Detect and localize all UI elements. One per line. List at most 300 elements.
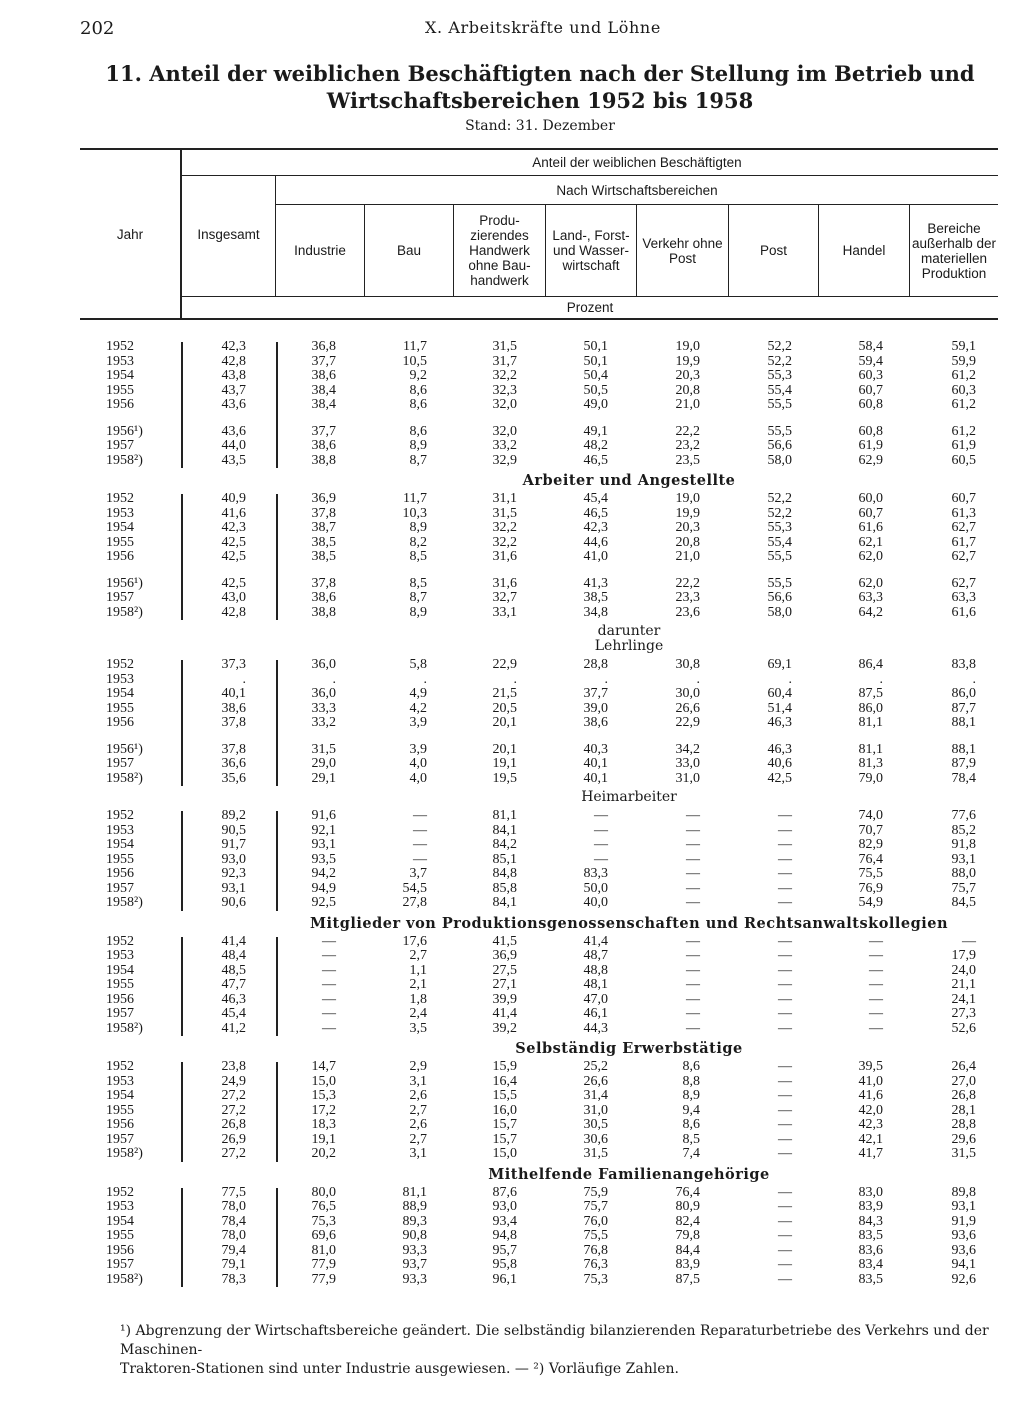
value-cell: 61,9 (951, 438, 976, 453)
table-row (80, 1215, 998, 1229)
value-cell: 15,5 (492, 1088, 517, 1103)
value-cell: 48,4 (221, 948, 246, 963)
value-cell: 33,3 (311, 700, 336, 716)
value-cell: 46,5 (583, 452, 608, 468)
value-cell: 41,0 (858, 1073, 883, 1089)
value-cell: 5,8 (409, 657, 427, 672)
value-cell: 62,7 (951, 520, 976, 535)
value-cell: — (686, 977, 700, 992)
table-row (80, 1133, 998, 1147)
value-cell: — (322, 1006, 336, 1021)
col-header-handel: Handel (842, 243, 886, 258)
table-row (80, 658, 998, 672)
value-cell: 3,9 (409, 741, 427, 757)
value-cell: 31,0 (675, 770, 700, 786)
value-cell: 32,0 (492, 397, 517, 412)
value-cell: 7,4 (682, 1146, 700, 1161)
table-row (80, 896, 998, 910)
year-cell: 1956 (106, 397, 134, 412)
value-cell: 38,6 (221, 700, 246, 716)
value-cell: 62,1 (858, 534, 883, 550)
year-cell: 1957 (106, 1006, 134, 1021)
value-cell: 86,4 (858, 657, 883, 672)
value-cell: 28,1 (951, 1102, 976, 1118)
table-row (80, 1273, 998, 1287)
value-cell: 8,9 (409, 438, 427, 453)
value-cell: 90,5 (221, 822, 246, 838)
value-cell: 76,3 (583, 1257, 608, 1272)
section-title: Arbeiter und Angestellte (522, 472, 736, 489)
value-cell: 4,0 (409, 770, 427, 786)
value-cell: — (778, 1131, 792, 1147)
value-cell: 41,3 (583, 575, 608, 591)
footnotes (120, 1322, 1000, 1379)
value-cell: — (869, 991, 883, 1007)
value-cell: 36,8 (311, 339, 336, 354)
value-cell: 76,0 (583, 1213, 608, 1229)
value-cell: 22,2 (675, 423, 700, 439)
value-cell: 76,8 (583, 1242, 608, 1258)
value-cell: — (778, 1102, 792, 1118)
value-cell: 77,5 (221, 1184, 246, 1200)
value-cell: 19,0 (675, 491, 700, 506)
value-cell: 36,9 (492, 948, 517, 963)
value-cell: 60,7 (951, 491, 976, 506)
value-cell: 58,0 (767, 452, 792, 468)
value-cell: 37,7 (311, 353, 336, 369)
value-cell: — (778, 1228, 792, 1243)
value-cell: 51,4 (767, 700, 792, 716)
table-row (80, 1075, 998, 1089)
value-cell: 22,9 (492, 657, 517, 672)
year-cell: 1957 (106, 1131, 134, 1147)
value-cell: 78,4 (951, 770, 976, 786)
value-cell: 76,4 (858, 851, 883, 867)
value-cell: 43,5 (221, 452, 246, 468)
value-cell: 77,6 (951, 808, 976, 823)
value-cell: 32,3 (492, 382, 517, 398)
value-cell: 15,7 (492, 1131, 517, 1147)
value-cell: 54,5 (402, 880, 427, 896)
value-cell: 42,3 (583, 520, 608, 535)
value-cell: 78,0 (221, 1228, 246, 1243)
value-cell: 92,3 (221, 866, 246, 881)
col-header-insgesamt: Insgesamt (197, 226, 260, 242)
value-cell: 39,0 (583, 700, 608, 716)
value-cell: 84,2 (492, 837, 517, 852)
value-cell: — (869, 1006, 883, 1021)
value-cell: — (778, 837, 792, 852)
value-cell: 39,9 (492, 991, 517, 1007)
value-cell: 55,5 (767, 549, 792, 564)
value-cell: 31,6 (492, 549, 517, 564)
value-cell: 81,1 (858, 741, 883, 757)
col-header-bereiche-ausserhalb: Bereiche außerhalb der materiellen Produktion (911, 220, 997, 281)
value-cell: — (594, 822, 608, 838)
value-cell: 34,2 (675, 741, 700, 757)
value-cell: 62,0 (858, 549, 883, 564)
value-cell: 33,0 (675, 756, 700, 771)
value-cell: 19,9 (675, 505, 700, 521)
value-cell: 83,4 (858, 1257, 883, 1272)
value-cell: 79,4 (221, 1242, 246, 1258)
year-cell: 1954 (106, 686, 134, 701)
running-header (80, 18, 920, 40)
value-cell: 3,5 (409, 1020, 427, 1036)
value-cell: 8,5 (409, 549, 427, 564)
value-cell: 28,8 (583, 657, 608, 672)
col-header-handwerk: Produ- zierendes Handwerk ohne Bau- handwerk (468, 213, 531, 288)
value-cell: 62,0 (858, 575, 883, 591)
year-cell: 1956 (106, 1242, 134, 1258)
value-cell: 62,7 (951, 549, 976, 564)
table-row (80, 949, 998, 963)
value-cell: 2,1 (409, 977, 427, 992)
value-cell: 42,5 (767, 770, 792, 786)
year-cell: 1952 (106, 491, 134, 506)
value-cell: 83,5 (858, 1228, 883, 1243)
value-cell: 26,8 (221, 1117, 246, 1132)
year-cell: 1953 (106, 1073, 134, 1089)
value-cell: 8,6 (682, 1117, 700, 1132)
value-cell: 37,7 (583, 686, 608, 701)
value-cell: 33,2 (492, 438, 517, 453)
value-cell: 61,2 (951, 397, 976, 412)
year-cell: 1953 (106, 948, 134, 963)
value-cell: 76,9 (858, 880, 883, 896)
value-cell: 94,1 (951, 1257, 976, 1272)
value-cell: 1,1 (409, 962, 427, 978)
value-cell: 30,0 (675, 686, 700, 701)
value-cell: 52,2 (767, 505, 792, 521)
table-row (80, 1022, 998, 1036)
value-cell: 8,7 (409, 452, 427, 468)
table-row (80, 1244, 998, 1258)
column-separator (276, 494, 278, 620)
section-title: Mitglieder von Produktionsgenossenschaften und Rechtsanwaltskollegien (309, 914, 949, 932)
year-cell: 1954 (106, 1088, 134, 1103)
value-cell: 75,5 (583, 1228, 608, 1243)
col-header-verkehr: Verkehr ohne Post (642, 235, 723, 266)
value-cell: 15,7 (492, 1117, 517, 1132)
value-cell: 61,7 (951, 534, 976, 550)
value-cell: 20,5 (492, 700, 517, 716)
title-line-1: 11. Anteil der weiblichen Beschäftigten nach der Stellung im Betrieb und (105, 61, 975, 86)
value-cell: 44,0 (221, 438, 246, 453)
value-cell: 76,5 (311, 1199, 336, 1214)
value-cell: 80,0 (311, 1184, 336, 1200)
value-cell: 80,9 (675, 1199, 700, 1214)
column-separator (181, 660, 183, 786)
year-cell: 1956¹) (106, 741, 143, 757)
table-row (80, 882, 998, 896)
year-cell: 1953 (106, 822, 134, 838)
value-cell: — (778, 1257, 792, 1272)
value-cell: 10,5 (402, 353, 427, 369)
year-cell: 1954 (106, 1213, 134, 1229)
value-cell: 89,8 (951, 1184, 976, 1200)
table-row (80, 1258, 998, 1272)
value-cell: 42,8 (221, 353, 246, 369)
value-cell: 11,7 (403, 491, 427, 506)
value-cell: 61,3 (951, 505, 976, 521)
value-cell: 26,4 (951, 1059, 976, 1074)
value-cell: 60,7 (858, 382, 883, 398)
value-cell: — (686, 837, 700, 852)
value-cell: 4,0 (409, 756, 427, 771)
value-cell: 37,8 (221, 741, 246, 757)
column-separator (276, 1062, 278, 1162)
value-cell: 93,6 (951, 1228, 976, 1243)
value-cell: 41,2 (221, 1020, 246, 1036)
value-cell: 22,9 (675, 715, 700, 730)
value-cell: 52,2 (767, 491, 792, 506)
table-row (80, 743, 998, 757)
value-cell: 79,8 (675, 1228, 700, 1243)
value-cell: 48,8 (583, 962, 608, 978)
year-cell: 1952 (106, 339, 134, 354)
value-cell: — (778, 1184, 792, 1200)
year-cell: 1958²) (106, 1146, 143, 1161)
value-cell: 31,5 (583, 1146, 608, 1161)
table-row (80, 606, 998, 620)
year-cell: 1955 (106, 382, 134, 398)
value-cell: 17,2 (311, 1102, 336, 1118)
value-cell: — (778, 895, 792, 910)
col-header-post: Post (759, 243, 787, 258)
col-header-jahr: Jahr (116, 226, 144, 242)
table-row (80, 1104, 998, 1118)
value-cell: 93,5 (311, 851, 336, 867)
value-cell: 40,9 (221, 491, 246, 506)
value-cell: — (778, 991, 792, 1007)
value-cell: 84,1 (492, 895, 517, 910)
value-cell: 46,5 (583, 505, 608, 521)
value-cell: 42,1 (858, 1131, 883, 1147)
value-cell: 77,9 (311, 1257, 336, 1272)
value-cell: — (686, 808, 700, 823)
value-cell: 52,6 (951, 1020, 976, 1036)
value-cell: 64,2 (858, 604, 883, 620)
footnote-2: Traktoren-Stationen sind unter Industrie ausgewiesen. — ²) Vorläufige Zahlen. (120, 1361, 679, 1377)
value-cell: 55,5 (767, 397, 792, 412)
value-cell: 79,1 (221, 1257, 246, 1272)
value-cell: 33,1 (492, 604, 517, 620)
value-cell: 87,7 (951, 700, 976, 716)
value-cell: 30,6 (583, 1131, 608, 1147)
table-row (80, 702, 998, 716)
header-anteil: Anteil der weiblichen Beschäftigten (532, 155, 742, 170)
value-cell: 23,8 (221, 1059, 246, 1074)
value-cell: . (879, 671, 883, 687)
value-cell: — (962, 933, 976, 949)
value-cell: 18,3 (311, 1117, 336, 1132)
value-cell: 34,8 (583, 604, 608, 620)
value-cell: 15,0 (492, 1146, 517, 1161)
value-cell: 38,5 (311, 549, 336, 564)
value-cell: 85,2 (951, 822, 976, 838)
column-separator (181, 342, 183, 468)
header-nach-wirtschaftsbereichen: Nach Wirtschaftsbereichen (556, 182, 718, 198)
value-cell: 76,4 (675, 1184, 700, 1200)
value-cell: 19,0 (675, 339, 700, 354)
value-cell: 21,1 (951, 977, 976, 992)
value-cell: 30,8 (675, 657, 700, 672)
value-cell: 55,4 (767, 382, 792, 398)
column-separator (181, 1188, 183, 1288)
table-row (80, 1200, 998, 1214)
value-cell: 46,3 (767, 741, 792, 757)
value-cell: 2,7 (409, 1102, 427, 1118)
value-cell: 8,5 (682, 1131, 700, 1147)
value-cell: 75,7 (583, 1199, 608, 1214)
value-cell: 59,9 (951, 353, 976, 369)
value-cell: 87,6 (492, 1184, 517, 1200)
value-cell: 38,4 (311, 397, 336, 412)
value-cell: 27,1 (492, 977, 517, 992)
value-cell: 40,6 (767, 756, 792, 771)
value-cell: 92,5 (311, 895, 336, 910)
value-cell: 16,4 (492, 1073, 517, 1089)
value-cell: — (413, 837, 427, 852)
value-cell: 37,7 (311, 423, 336, 439)
value-cell: 14,7 (311, 1059, 336, 1074)
value-cell: 78,3 (221, 1271, 246, 1287)
value-cell: 83,6 (858, 1242, 883, 1258)
value-cell: 20,2 (311, 1146, 336, 1161)
value-cell: — (778, 822, 792, 838)
table-row (80, 454, 998, 468)
value-cell: 39,2 (492, 1020, 517, 1036)
year-cell: 1958²) (106, 1271, 143, 1287)
value-cell: 61,2 (951, 368, 976, 383)
value-cell: — (778, 1088, 792, 1103)
value-cell: 83,0 (858, 1184, 883, 1200)
value-cell: 95,7 (492, 1242, 517, 1258)
value-cell: 2,6 (409, 1088, 427, 1103)
table-row (80, 398, 998, 412)
table-row (80, 1147, 998, 1161)
value-cell: 37,8 (221, 715, 246, 730)
value-cell: 70,7 (858, 822, 883, 838)
value-cell: — (686, 851, 700, 867)
value-cell: — (686, 895, 700, 910)
table-row (80, 355, 998, 369)
value-cell: 22,2 (675, 575, 700, 591)
value-cell: 40,3 (583, 741, 608, 757)
value-cell: 31,0 (583, 1102, 608, 1118)
year-cell: 1954 (106, 962, 134, 978)
value-cell: 83,8 (951, 657, 976, 672)
value-cell: 45,4 (221, 1006, 246, 1021)
year-cell: 1955 (106, 1228, 134, 1243)
value-cell: 87,5 (858, 686, 883, 701)
value-cell: 19,9 (675, 353, 700, 369)
value-cell: 38,8 (311, 452, 336, 468)
value-cell: 30,5 (583, 1117, 608, 1132)
chapter-title: X. Arbeitskräfte und Löhne (425, 18, 661, 37)
value-cell: 28,8 (951, 1117, 976, 1132)
year-cell: 1957 (106, 438, 134, 453)
value-cell: 31,5 (951, 1146, 976, 1161)
value-cell: 24,0 (951, 962, 976, 978)
value-cell: 36,0 (311, 686, 336, 701)
section-title: Selbständig Erwerbstätige (515, 1040, 743, 1057)
value-cell: 83,3 (583, 866, 608, 881)
year-cell: 1952 (106, 808, 134, 823)
year-cell: 1954 (106, 837, 134, 852)
value-cell: 88,0 (951, 866, 976, 881)
value-cell: — (778, 1006, 792, 1021)
value-cell: 41,4 (492, 1006, 517, 1021)
value-cell: 48,2 (583, 438, 608, 453)
value-cell: 78,4 (221, 1213, 246, 1229)
value-cell: 75,3 (311, 1213, 336, 1229)
table-header (80, 148, 998, 320)
value-cell: — (778, 962, 792, 978)
value-cell: 31,7 (492, 353, 517, 369)
value-cell: 31,6 (492, 575, 517, 591)
value-cell: 8,9 (409, 520, 427, 535)
value-cell: — (778, 1073, 792, 1089)
value-cell: 75,3 (583, 1271, 608, 1287)
year-cell: 1957 (106, 590, 134, 605)
value-cell: 93,1 (311, 837, 336, 852)
value-cell: 32,2 (492, 368, 517, 383)
year-cell: 1958²) (106, 452, 143, 468)
column-separator (181, 1062, 183, 1162)
value-cell: 3,1 (409, 1146, 427, 1161)
value-cell: — (869, 977, 883, 992)
year-cell: 1954 (106, 368, 134, 383)
value-cell: 10,3 (402, 505, 427, 521)
value-cell: — (413, 808, 427, 823)
value-cell: 38,6 (583, 715, 608, 730)
value-cell: — (594, 808, 608, 823)
year-cell: 1955 (106, 851, 134, 867)
value-cell: 90,8 (402, 1228, 427, 1243)
value-cell: 81,1 (492, 808, 517, 823)
value-cell: 20,1 (492, 715, 517, 730)
value-cell: 9,2 (409, 368, 427, 383)
year-cell: 1958²) (106, 1020, 143, 1036)
value-cell: 81,1 (858, 715, 883, 730)
value-cell: 50,1 (583, 339, 608, 354)
year-cell: 1956 (106, 715, 134, 730)
value-cell: 86,0 (951, 686, 976, 701)
table-row (80, 1186, 998, 1200)
value-cell: 95,8 (492, 1257, 517, 1272)
value-cell: — (869, 962, 883, 978)
value-cell: 42,8 (221, 604, 246, 620)
value-cell: . (604, 671, 608, 687)
year-cell: 1953 (106, 671, 134, 687)
value-cell: 83,9 (858, 1199, 883, 1214)
value-cell: 20,3 (675, 520, 700, 535)
value-cell: — (778, 1271, 792, 1287)
value-cell: 32,9 (492, 452, 517, 468)
value-cell: 3,9 (409, 715, 427, 730)
value-cell: 89,3 (402, 1213, 427, 1229)
value-cell: 58,4 (858, 339, 883, 354)
value-cell: 20,1 (492, 741, 517, 757)
value-cell: 83,5 (858, 1271, 883, 1287)
value-cell: 55,3 (767, 368, 792, 383)
table-row (80, 550, 998, 564)
value-cell: 41,4 (583, 933, 608, 949)
value-cell: 27,3 (951, 1006, 976, 1021)
value-cell: 31,5 (311, 741, 336, 757)
